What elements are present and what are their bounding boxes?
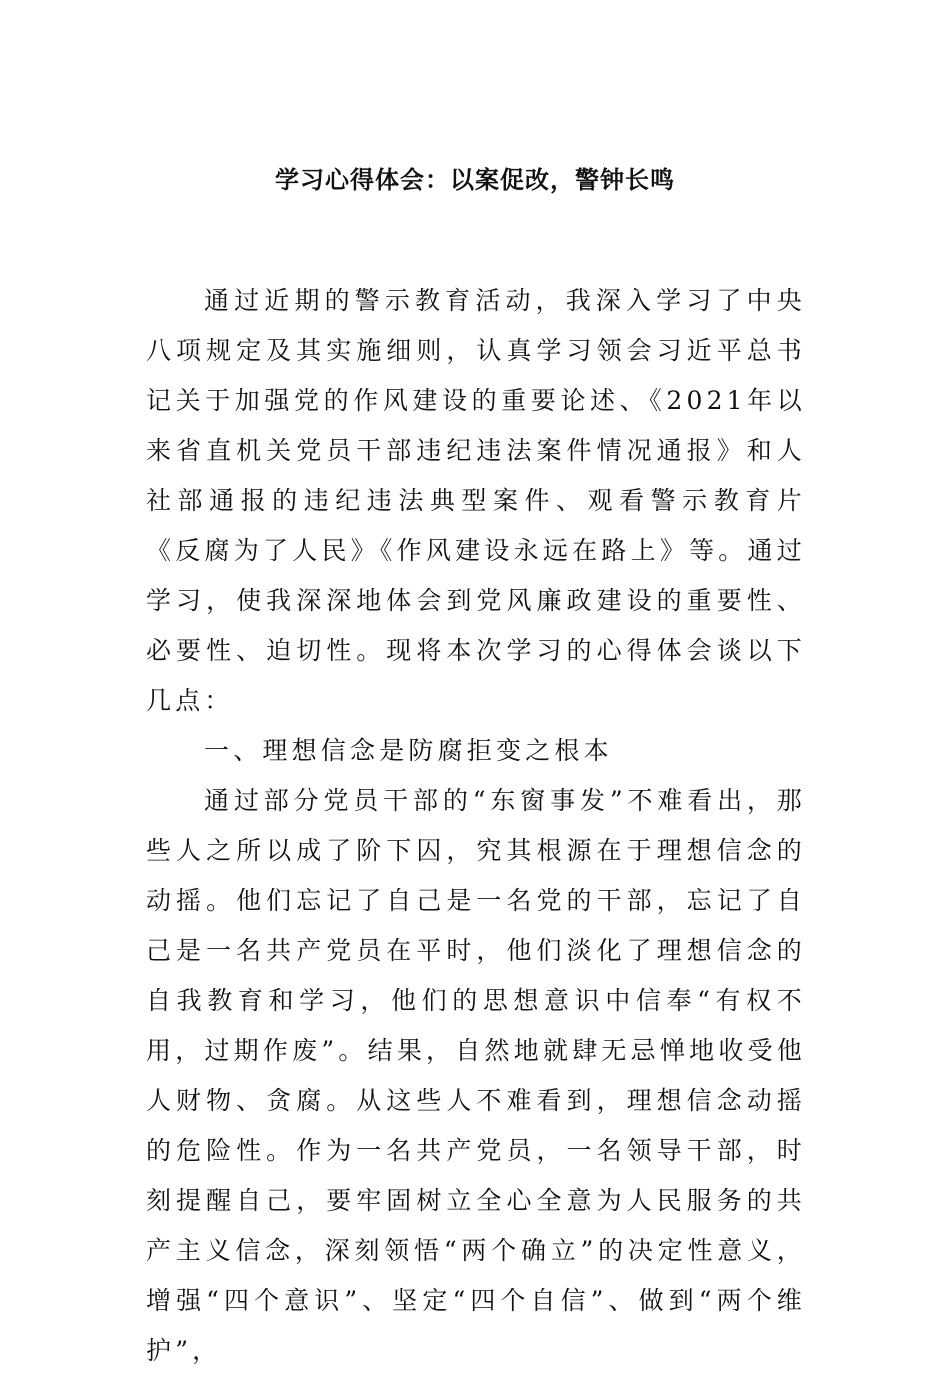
section-heading-1: 一、理想信念是防腐拒变之根本: [204, 736, 613, 765]
paragraph-intro: 通过近期的警示教育活动，我深入学习了中央八项规定及其实施细则，认真学习领会习近平总书记关于加强党的作风建设的重要论述、《2021年以来省直机关党员干部违纪违法案件情况通报》和人社部通报的违纪违法典型案件、观看警示教育片《反腐为了人民》《作风建设永远在路上》等。通过学习，使我深深地体会到党风廉政建设的重要性、必要性、迫切性。现将本次学习的心得体会谈以下几点：: [146, 286, 806, 715]
paragraph-section-1: 通过部分党员干部的“东窗事发”不难看出，那些人之所以成了阶下囚，究其根源在于理想信念的动摇。他们忘记了自己是一名党的干部，忘记了自己是一名共产党员在平时，他们淡化了理想信念的自我教育和学习，他们的思想意识中信奉“有权不用，过期作废”。结果，自然地就肆无忌惮地收受他人财物、贪腐。从这些人不难看到，理想信念动摇的危险性。作为一名共产党员，一名领导干部，时刻提醒自己，要牢固树立全心全意为人民服务的共产主义信念，深刻领悟“两个确立”的决定性意义，增强“四个意识”、坚定“四个自信”、做到“两个维护”，: [146, 786, 806, 1365]
document-body: [146, 276, 806, 1376]
document-title: 学习心得体会：以案促改，警钟长鸣: [275, 166, 675, 194]
